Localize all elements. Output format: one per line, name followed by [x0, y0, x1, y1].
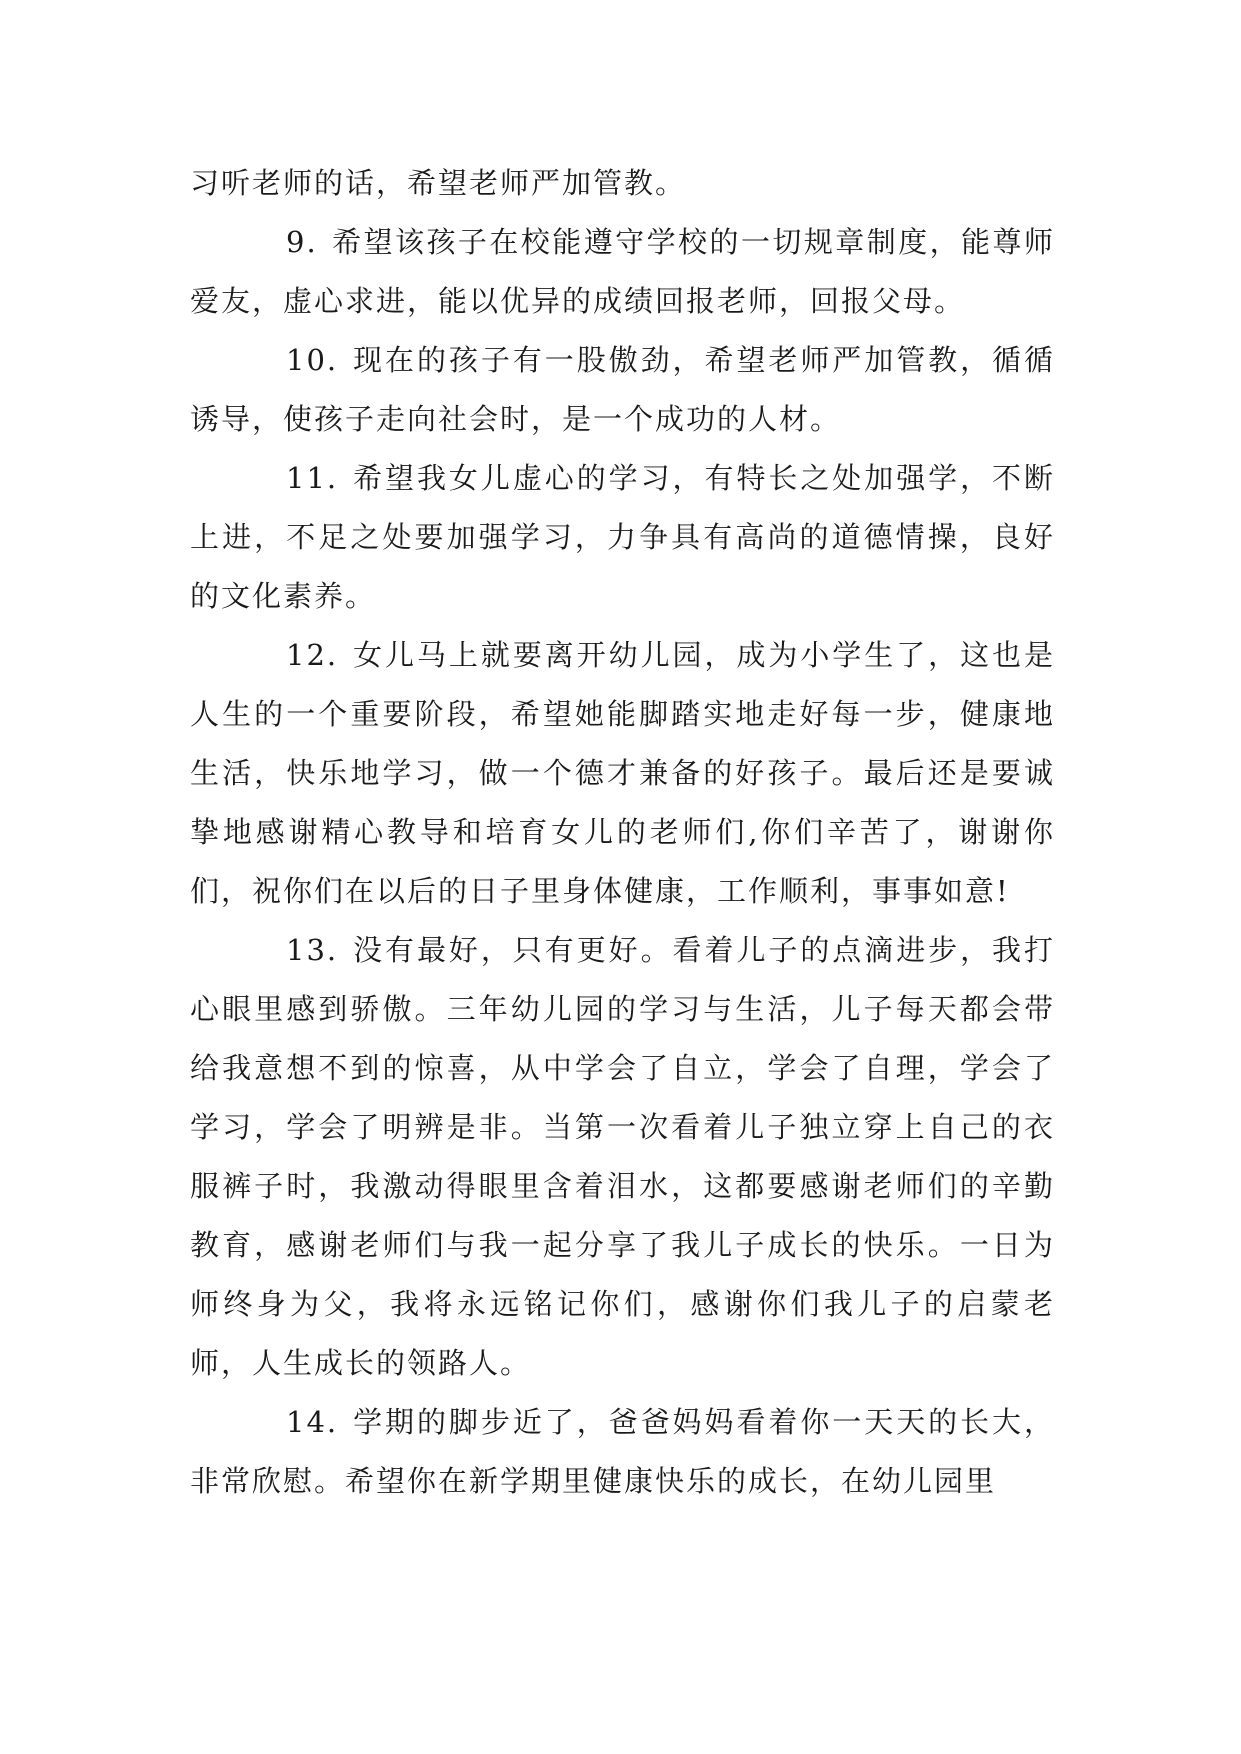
paragraph-text: 希望我女儿虚心的学习，有特长之处加强学，不断上进，不足之处要加强学习，力争具有高尚的道德情操，良好的文化素养。 — [190, 461, 1055, 613]
paragraph-14 — [190, 1393, 1055, 1511]
paragraph-13 — [190, 921, 1055, 1393]
paragraph-text: 没有最好，只有更好。看着儿子的点滴进步，我打心眼里感到骄傲。三年幼儿园的学习与生活，儿子每天都会带给我意想不到的惊喜，从中学会了自立，学会了自理，学会了学习，学会了明辨是非。当第一次看着儿子独立穿上自己的衣服裤子时，我激动得眼里含着泪水，这都要感谢老师们的辛勤教育，感谢老师们与我一起分享了我儿子成长的快乐。一日为师终身为父，我将永远铭记你们，感谢你们我儿子的启蒙老师，人生成长的领路人。 — [190, 933, 1055, 1380]
paragraph-text: 学期的脚步近了，爸爸妈妈看着你一天天的长大，非常欣慰。希望你在新学期里健康快乐的成长，在幼儿园里 — [190, 1405, 1055, 1498]
paragraph-10 — [190, 331, 1055, 449]
paragraph-text: 现在的孩子有一股傲劲，希望老师严加管教，循循诱导，使孩子走向社会时，是一个成功的人材。 — [190, 343, 1055, 436]
paragraph-11 — [190, 449, 1055, 626]
paragraph-number: 14. — [286, 1405, 339, 1439]
document-body — [190, 154, 1055, 1511]
paragraph-12 — [190, 626, 1055, 921]
paragraph-continued — [190, 154, 1055, 213]
paragraph-number: 10. — [286, 343, 339, 377]
paragraph-number: 11. — [286, 461, 339, 495]
paragraph-number: 12. — [286, 638, 339, 672]
paragraph-text: 希望该孩子在校能遵守学校的一切规章制度，能尊师爱友，虚心求进，能以优异的成绩回报老师，回报父母。 — [190, 225, 1055, 318]
paragraph-number: 13. — [286, 933, 339, 967]
paragraph-number: 9. — [286, 225, 318, 259]
paragraph-text: 习听老师的话，希望老师严加管教。 — [190, 166, 687, 200]
paragraph-9 — [190, 213, 1055, 331]
paragraph-text: 女儿马上就要离开幼儿园，成为小学生了，这也是人生的一个重要阶段，希望她能脚踏实地走好每一步，健康地生活，快乐地学习，做一个德才兼备的好孩子。最后还是要诚挚地感谢精心教导和培育女儿的老师们,你们辛苦了，谢谢你们，祝你们在以后的日子里身体健康，工作顺利，事事如意! — [190, 638, 1055, 908]
